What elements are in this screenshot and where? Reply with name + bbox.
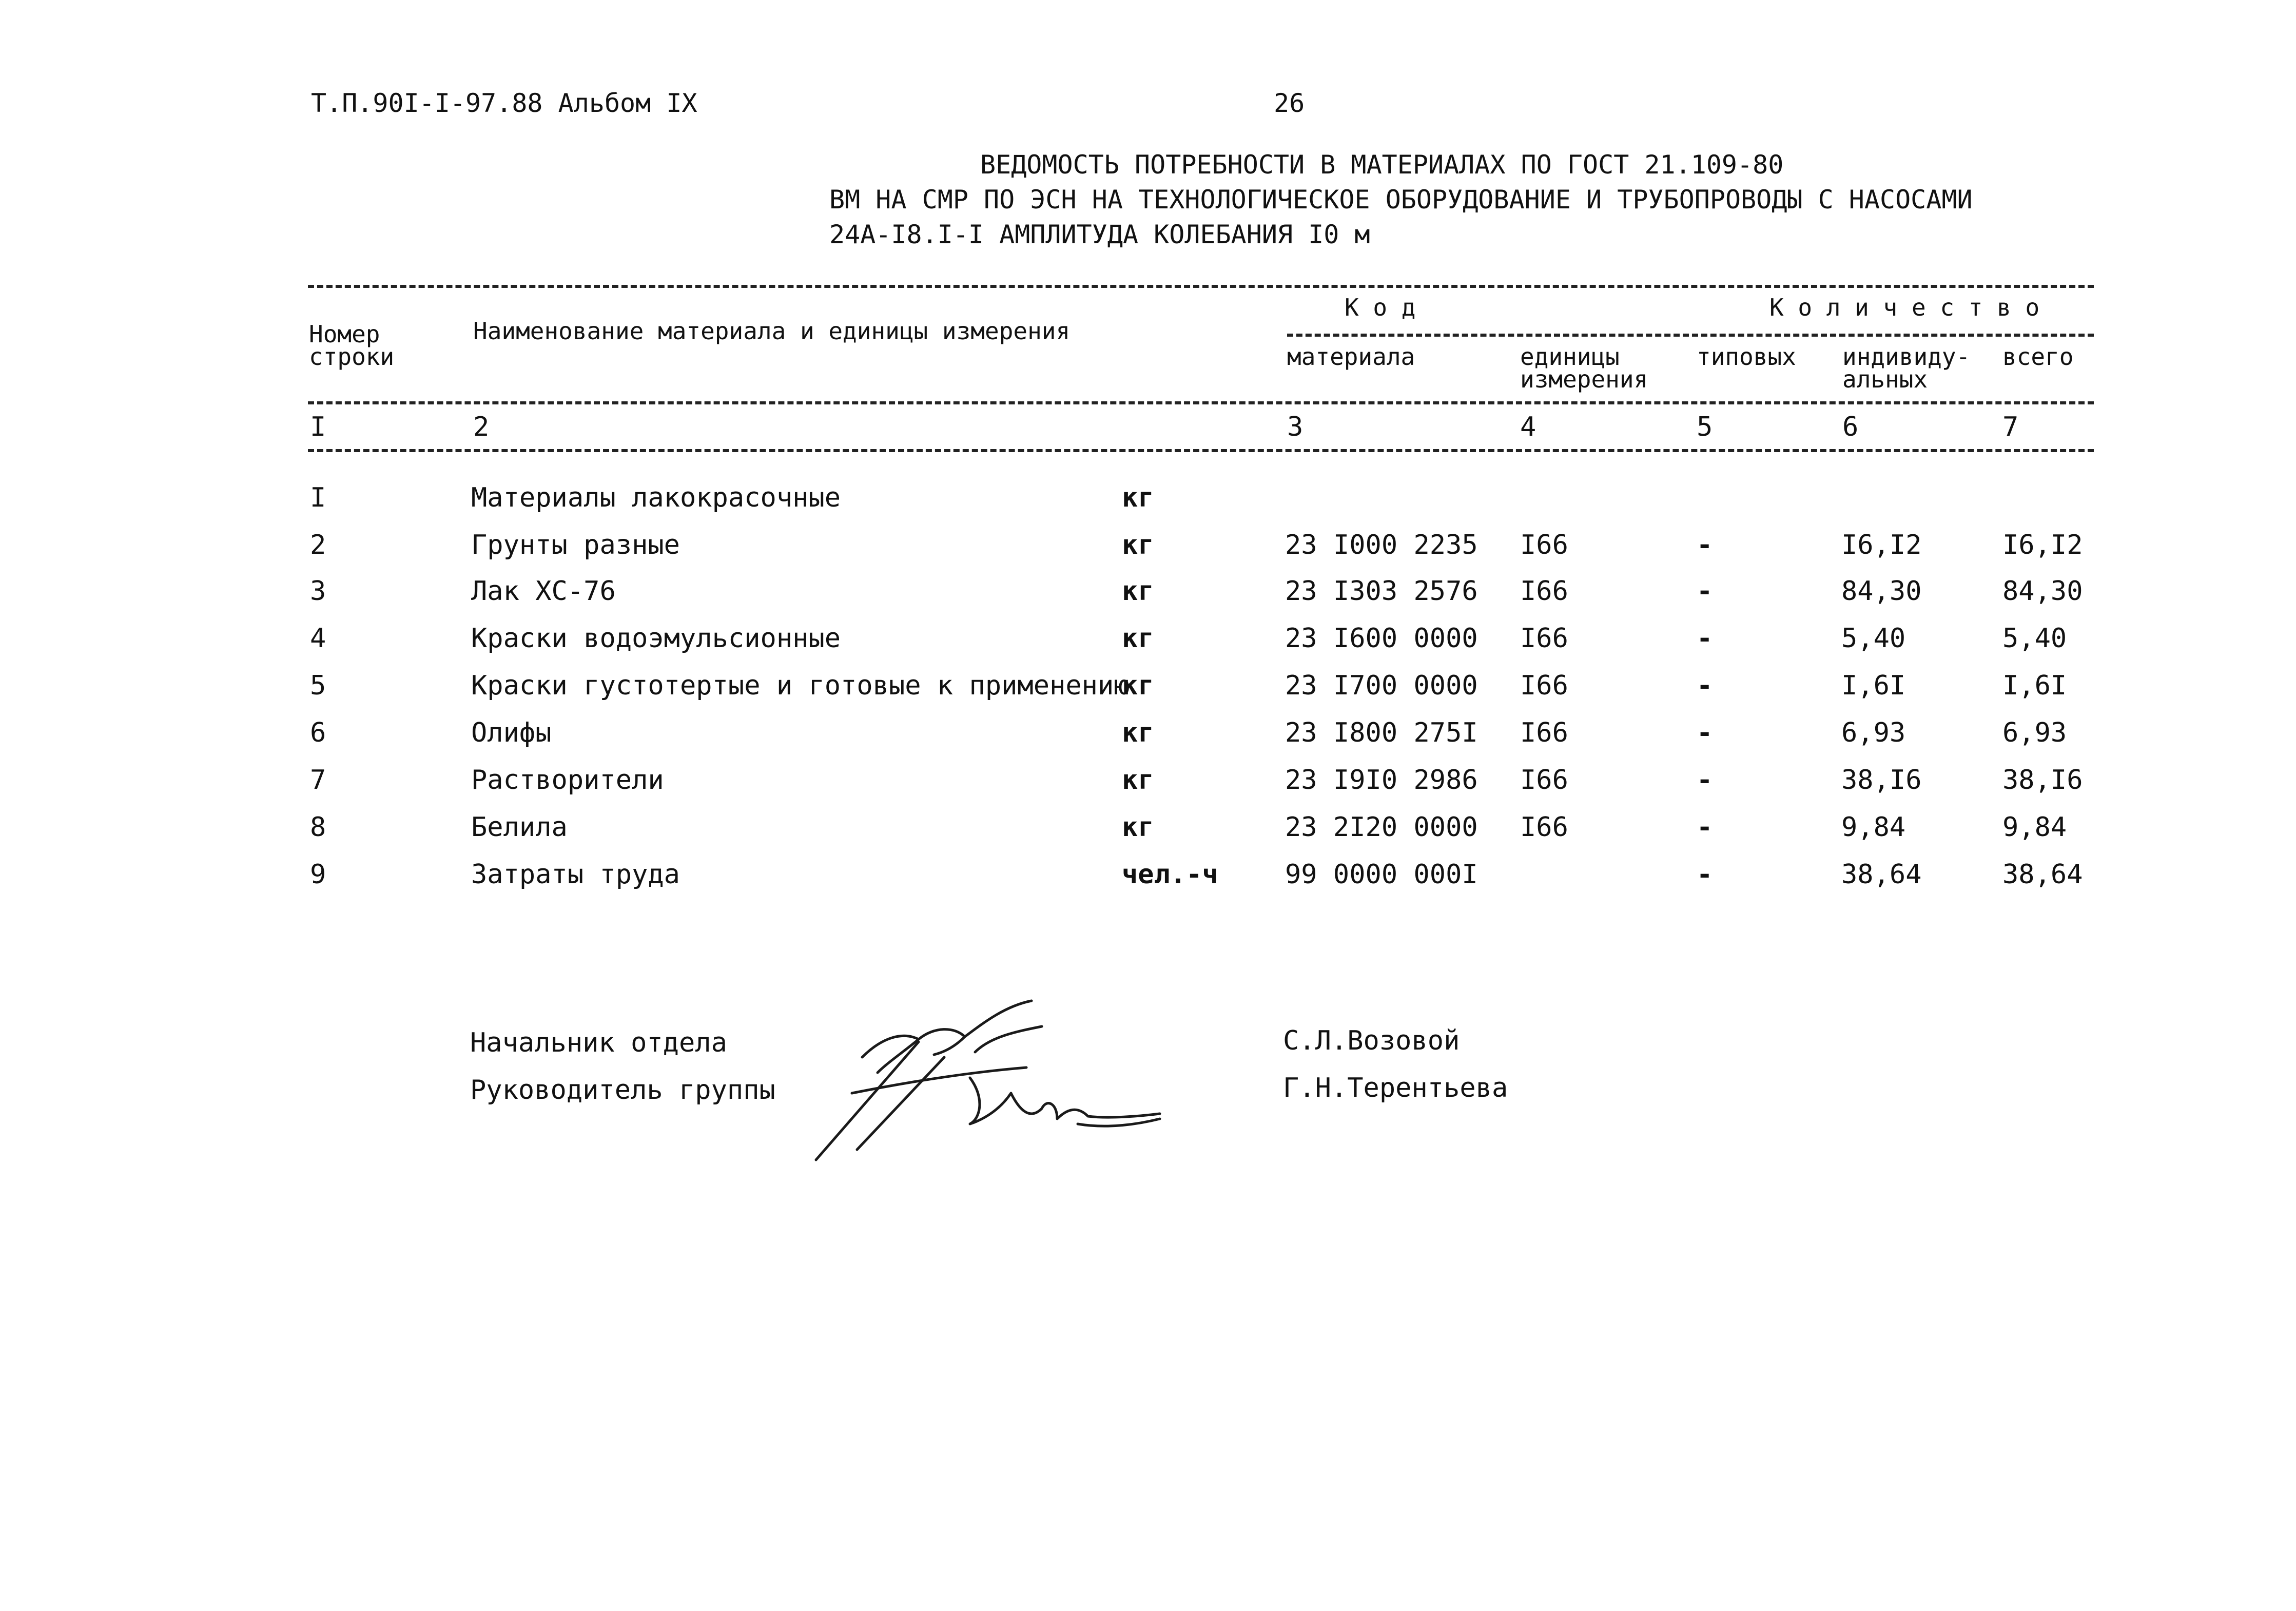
header-row-number-1: Номер: [309, 320, 380, 348]
material-code: 23 I600 0000: [1285, 623, 1478, 654]
quantity-individual: 6,93: [1841, 717, 1906, 748]
signatory-name-group-lead: Г.Н.Терентьева: [1283, 1073, 1508, 1103]
document-reference: Т.П.90I-I-97.88 Альбом IX: [311, 88, 697, 118]
unit-code: I66: [1520, 717, 1568, 748]
quantity-total: I6,I2: [2002, 530, 2083, 560]
material-name: Грунты разные: [471, 530, 680, 560]
row-number: 6: [310, 717, 326, 748]
material-name: Растворители: [471, 765, 664, 795]
handwritten-signature-icon: [801, 996, 1211, 1170]
unit: кг: [1122, 530, 1154, 560]
quantity-total: 84,30: [2002, 576, 2083, 607]
header-code-group: К о д: [1345, 294, 1416, 321]
row-number: I: [310, 482, 326, 513]
quantity-individual: I,6I: [1841, 670, 1906, 701]
quantity-total: 38,I6: [2002, 765, 2083, 795]
material-code: 99 0000 000I: [1285, 859, 1478, 890]
unit: кг: [1122, 812, 1154, 843]
quantity-individual: 38,64: [1841, 859, 1922, 890]
column-number: 6: [1842, 412, 1859, 442]
header-quantity-group: К о л и ч е с т в о: [1769, 294, 2040, 321]
quantity-typical: -: [1697, 717, 1713, 748]
quantity-total: 9,84: [2002, 812, 2067, 843]
quantity-individual: 84,30: [1841, 576, 1922, 607]
header-code-unit-1: единицы: [1520, 343, 1620, 371]
row-number: 3: [310, 576, 326, 607]
unit: чел.-ч: [1122, 859, 1218, 890]
material-name: Материалы лакокрасочные: [471, 482, 841, 513]
column-number: 2: [473, 412, 490, 442]
quantity-typical: -: [1697, 623, 1713, 654]
row-number: 7: [310, 765, 326, 795]
column-number: 5: [1697, 412, 1713, 442]
header-material-name: Наименование материала и единицы измерения: [473, 317, 1071, 345]
header-quantity-individual-1: индивиду-: [1842, 343, 1971, 371]
quantity-individual: 38,I6: [1841, 765, 1922, 795]
header-quantity-typical: типовых: [1697, 343, 1796, 371]
unit: кг: [1122, 482, 1154, 513]
quantity-total: 38,64: [2002, 859, 2083, 890]
quantity-typical: -: [1697, 765, 1713, 795]
title-line-1: ВЕДОМОСТЬ ПОТРЕБНОСТИ В МАТЕРИАЛАХ ПО ГОСТ 21.109-80: [980, 150, 1784, 180]
material-code: 23 I000 2235: [1285, 530, 1478, 560]
quantity-total: 6,93: [2002, 717, 2067, 748]
column-number: 3: [1287, 412, 1303, 442]
page-number: 26: [1274, 88, 1305, 118]
signature-role-head: Начальник отдела: [470, 1027, 727, 1058]
material-name: Белила: [471, 812, 568, 843]
quantity-total: 5,40: [2002, 623, 2067, 654]
unit: кг: [1122, 576, 1154, 607]
quantity-total: I,6I: [2002, 670, 2067, 701]
material-code: 23 I9I0 2986: [1285, 765, 1478, 795]
header-bottom-rule: [308, 401, 2094, 404]
header-quantity-individual-2: альных: [1842, 365, 1928, 393]
row-number: 9: [310, 859, 326, 890]
material-name: Лак ХС-76: [471, 576, 616, 607]
unit: кг: [1122, 623, 1154, 654]
header-quantity-total: всего: [2002, 343, 2074, 371]
row-number: 2: [310, 530, 326, 560]
quantity-typical: -: [1697, 670, 1713, 701]
title-line-3: 24А-I8.I-I АМПЛИТУДА КОЛЕБАНИЯ I0 м: [829, 220, 1370, 249]
material-code: 23 2I20 0000: [1285, 812, 1478, 843]
row-number: 8: [310, 812, 326, 843]
header-code-material: материала: [1287, 343, 1415, 371]
unit-code: I66: [1520, 576, 1568, 607]
material-name: Краски густотертые и готовые к применению: [471, 670, 1130, 701]
quantity-typical: -: [1697, 530, 1713, 560]
unit-code: I66: [1520, 530, 1568, 560]
quantity-typical: -: [1697, 812, 1713, 843]
column-number-rule: [308, 449, 2094, 452]
unit: кг: [1122, 670, 1154, 701]
unit-code: I66: [1520, 812, 1568, 843]
column-number: 7: [2002, 412, 2019, 442]
row-number: 5: [310, 670, 326, 701]
unit: кг: [1122, 717, 1154, 748]
header-code-unit-2: измерения: [1520, 365, 1648, 393]
title-line-2: ВМ НА СМР ПО ЭСН НА ТЕХНОЛОГИЧЕСКОЕ ОБОРУДОВАНИЕ И ТРУБОПРОВОДЫ С НАСОСАМИ: [829, 185, 1973, 215]
quantity-individual: 5,40: [1841, 623, 1906, 654]
signatory-name-head: С.Л.Возовой: [1283, 1025, 1460, 1056]
quantity-typical: -: [1697, 576, 1713, 607]
unit: кг: [1122, 765, 1154, 795]
material-code: 23 I700 0000: [1285, 670, 1478, 701]
column-number: 4: [1520, 412, 1536, 442]
material-code: 23 I303 2576: [1285, 576, 1478, 607]
material-name: Краски водоэмульсионные: [471, 623, 841, 654]
unit-code: I66: [1520, 623, 1568, 654]
quantity-individual: I6,I2: [1841, 530, 1922, 560]
material-name: Затраты труда: [471, 859, 680, 890]
header-row-number-2: строки: [309, 343, 395, 371]
table-top-rule: [308, 285, 2094, 288]
signature-role-group-lead: Руководитель группы: [470, 1075, 775, 1105]
material-name: Олифы: [471, 717, 552, 748]
header-group-rule: [1287, 334, 2094, 337]
material-code: 23 I800 275I: [1285, 717, 1478, 748]
quantity-individual: 9,84: [1841, 812, 1906, 843]
quantity-typical: -: [1697, 859, 1713, 890]
column-number: I: [310, 412, 326, 442]
unit-code: I66: [1520, 765, 1568, 795]
unit-code: I66: [1520, 670, 1568, 701]
row-number: 4: [310, 623, 326, 654]
